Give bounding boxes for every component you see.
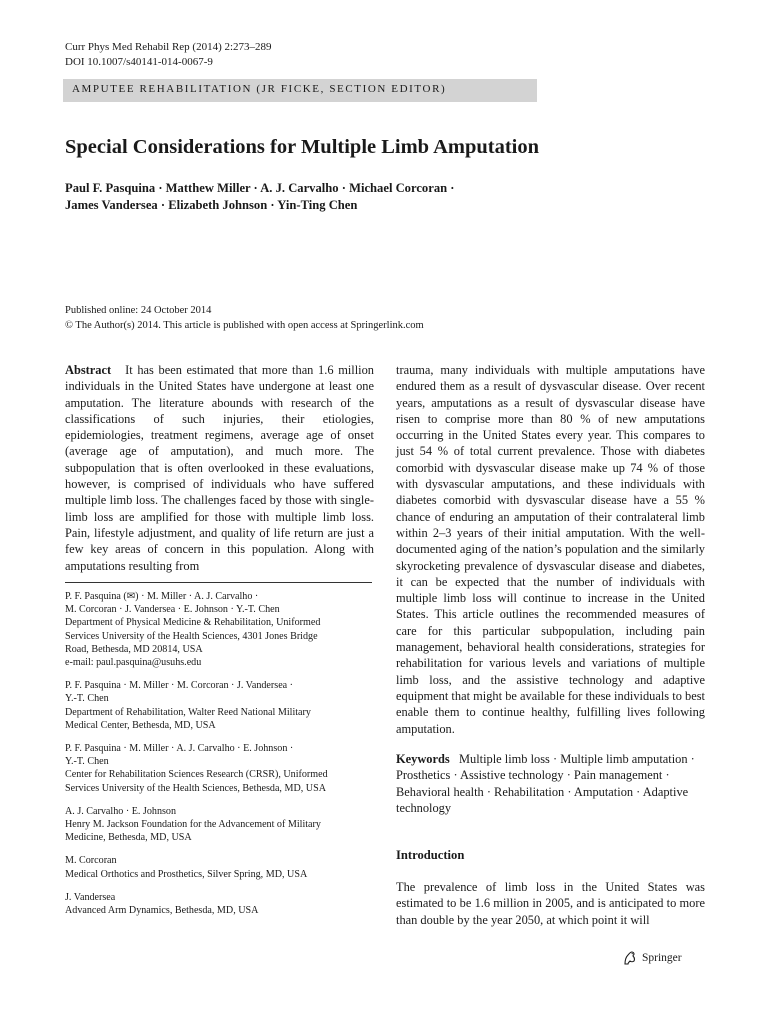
abstract-right xyxy=(396,362,705,737)
affiliation-line: Center for Rehabilitation Sciences Research (CRSR), Uniformed xyxy=(65,769,328,781)
section-label: AMPUTEE REHABILITATION (JR FICKE, SECTION EDITOR) xyxy=(72,83,447,95)
affiliation-4 xyxy=(65,805,374,845)
affiliation-2 xyxy=(65,679,374,732)
abstract-text-left: It has been estimated that more than 1.6 million individuals in the United States have undergone at least one amputation. The literature abounds with research of the classifications of such injuries, their etiologies, epidemiologies, treatment regimens, average age of onset (average age of amputation), and much more. The subpopulation that is often overlooked in these evaluations, however, is comprised of individuals who have suffered multiple limb loss. The challenges faced by those with single-limb loss are amplified for those with multiple limb loss. Pain, lifestyle adjustment, and quality of life return are just a few key areas of concern in this population. Along with amputations resulting from xyxy=(65,363,374,573)
affiliation-line: Services University of the Health Sciences, 4301 Jones Bridge xyxy=(65,630,318,642)
affiliation-line: Services University of the Health Sciences, Bethesda, MD, USA xyxy=(65,782,326,794)
affiliation-names: A. J. Carvalho · E. Johnson xyxy=(65,805,177,817)
affiliation-line: Medicine, Bethesda, MD, USA xyxy=(65,832,192,844)
keywords xyxy=(396,751,705,816)
affiliation-line: Medical Orthotics and Prosthetics, Silver Spring, MD, USA xyxy=(65,868,308,880)
springer-horse-icon xyxy=(622,950,638,966)
affiliation-6 xyxy=(65,891,374,917)
authors-line-2: James Vandersea · Elizabeth Johnson · Yin-Ting Chen xyxy=(65,198,358,212)
affiliation-line: Medical Center, Bethesda, MD, USA xyxy=(65,719,216,731)
author-list xyxy=(65,180,705,214)
abstract-left xyxy=(65,362,374,574)
affiliation-names: P. F. Pasquina · M. Miller · A. J. Carvalho · E. Johnson · xyxy=(65,743,294,755)
keywords-label: Keywords xyxy=(396,752,450,766)
affiliation-line: Road, Bethesda, MD 20814, USA xyxy=(65,643,203,655)
published-date: Published online: 24 October 2014 xyxy=(65,305,212,316)
affiliation-line: Department of Rehabilitation, Walter Reed National Military xyxy=(65,706,311,718)
section-banner xyxy=(63,79,537,102)
abstract-label: Abstract xyxy=(65,363,112,377)
footnote-divider xyxy=(65,582,372,583)
introduction-text: The prevalence of limb loss in the United States was estimated to be 1.6 million in 2005, and is anticipated to more than double by the year 2050, at which point it will xyxy=(396,880,705,927)
affiliation-1 xyxy=(65,590,374,669)
affiliation-5 xyxy=(65,854,374,880)
affiliation-names: Y.-T. Chen xyxy=(65,693,109,705)
affiliation-names: Y.-T. Chen xyxy=(65,756,109,768)
doi: DOI 10.1007/s40141-014-0067-9 xyxy=(65,56,213,68)
affiliation-names: P. F. Pasquina · M. Miller · M. Corcoran · J. Vandersea · xyxy=(65,680,294,692)
affiliation-3 xyxy=(65,742,374,795)
affiliations xyxy=(65,590,374,927)
affiliation-line: Advanced Arm Dynamics, Bethesda, MD, USA xyxy=(65,905,259,917)
affiliation-line: Henry M. Jackson Foundation for the Advancement of Military xyxy=(65,819,321,831)
introduction-heading: Introduction xyxy=(396,848,465,862)
publisher-logo xyxy=(622,950,682,966)
publisher-name: Springer xyxy=(642,952,682,964)
authors-line-1: Paul F. Pasquina · Matthew Miller · A. J. Carvalho · Michael Corcoran · xyxy=(65,181,455,195)
abstract-text-right: trauma, many individuals with multiple amputations have endured them as a result of dysvascular disease. Over recent years, amputations as a result of dysvascular disease have risen to comprise more than 80 % of new amputations occurring in the United States every year. This compares to just 54 % of total current prevalence. Those with diabetes comorbid with dysvascular disease make up 74 % of those with dysvascular amputations, and these individuals with diabetes comorbid with dysvascular disease have a 55 % chance of enduring an amputation of their contralateral limb within 2–3 years of their initial amputation. With the well-documented aging of the nation’s population and the similarly skyrocketing prevalence of dysvascular disease and diabetes, it can be expected that the number of individuals with multiple limb loss will continue to increase in the United States. This article outlines the recommended measures of care for this particular subpopulation, including pain management, behavioral health considerations, strategies for rehabilitation for various levels and variations of multiple limb loss, and the assistive technology and adaptive equipment that might be available for these individuals to best enable them to continue healthy, fulfilling lives following amputation. xyxy=(396,363,705,736)
affiliation-names: M. Corcoran · J. Vandersea · E. Johnson · Y.-T. Chen xyxy=(65,604,280,616)
keywords-text: Multiple limb loss · Multiple limb amputation · Prosthetics · Assistive technology · Pain management · Behavioral health · Rehabilitation · Amputation · Adaptive technology xyxy=(396,752,695,815)
affiliation-names: J. Vandersea xyxy=(65,891,116,903)
journal-citation: Curr Phys Med Rehabil Rep (2014) 2:273–289 xyxy=(65,41,272,53)
affiliation-names: P. F. Pasquina (✉) · M. Miller · A. J. Carvalho · xyxy=(65,591,259,602)
copyright-notice: © The Author(s) 2014. This article is published with open access at Springerlink.com xyxy=(65,320,424,331)
affiliation-line: Department of Physical Medicine & Rehabilitation, Uniformed xyxy=(65,617,321,629)
article-title: Special Considerations for Multiple Limb Amputation xyxy=(65,136,540,158)
affiliation-email: e-mail: paul.pasquina@usuhs.edu xyxy=(65,657,202,669)
affiliation-names: M. Corcoran xyxy=(65,855,117,867)
